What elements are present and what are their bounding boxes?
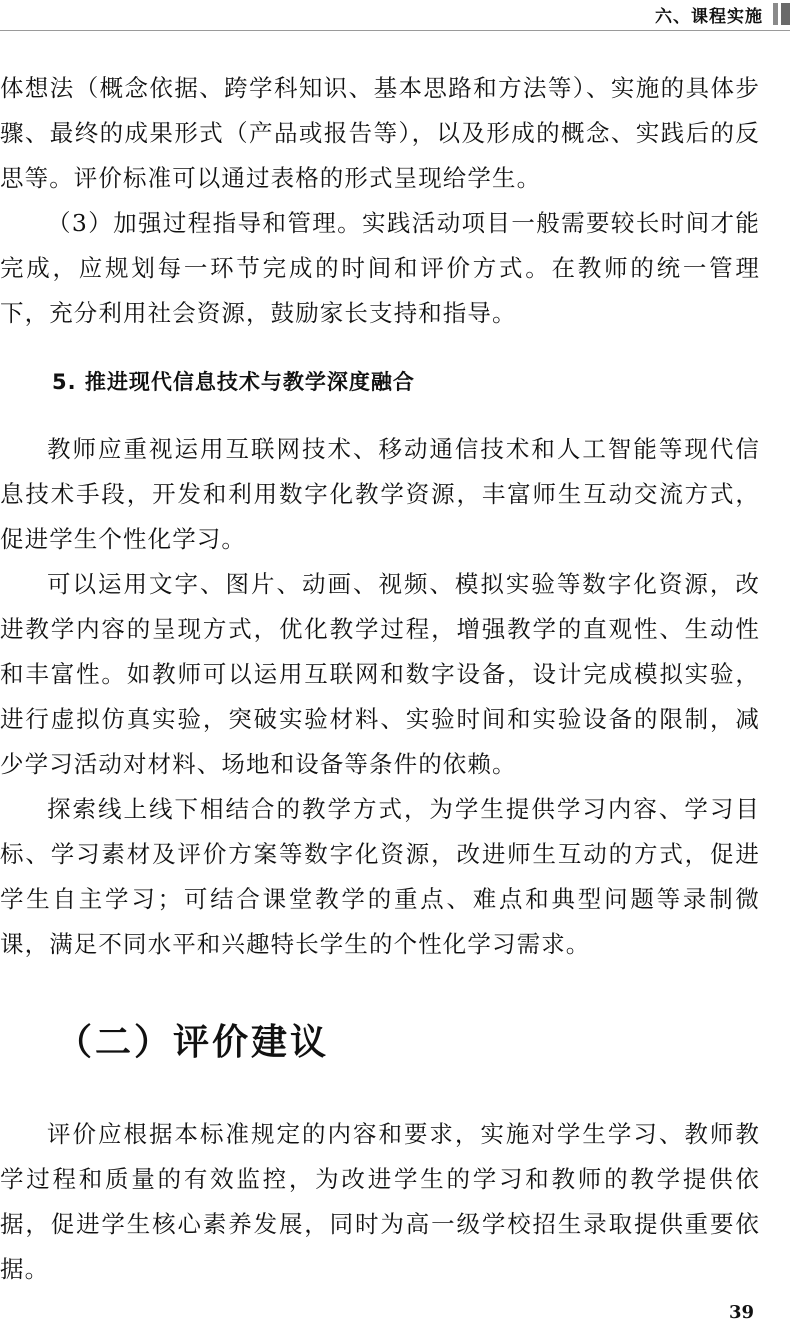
paragraph-digital-resources: 可以运用文字、图片、动画、视频、模拟实验等数字化资源，改进教学内容的呈现方式，优化教学过程，增强教学的直观性、生动性和丰富性。如教师可以运用互联网和数字设备，设计完成模拟实验，进行虚拟仿真实验，突破实验材料、实验时间和实验设备的限制，减少学习活动对材料、场地和设备等条件的依赖。 <box>0 570 760 778</box>
subsection-heading: 5. 推进现代信息技术与教学深度融合 <box>52 370 415 394</box>
header-decoration-bars <box>773 3 790 25</box>
paragraph-process-guidance: （3）加强过程指导和管理。实践活动项目一般需要较长时间才能完成，应规划每一环节完成的时间和评价方式。在教师的统一管理下，充分利用社会资源，鼓励家长支持和指导。 <box>0 209 760 327</box>
paragraph-blended-learning: 探索线上线下相结合的教学方式，为学生提供学习内容、学习目标、学习素材及评价方案等数字化资源，改进师生互动的方式，促进学生自主学习；可结合课堂教学的重点、难点和典型问题等录制微课，满足不同水平和兴趣特长学生的个性化学习需求。 <box>0 795 760 958</box>
paragraph-evaluation: 评价应根据本标准规定的内容和要求，实施对学生学习、教师教学过程和质量的有效监控，为改进学生的学习和教师的教学提供依据，促进学生核心素养发展，同时为高一级学校招生录取提供重要依据。 <box>0 1120 760 1283</box>
paragraph-continued: 体想法（概念依据、跨学科知识、基本思路和方法等）、实施的具体步骤、最终的成果形式（产品或报告等），以及形成的概念、实践后的反思等。评价标准可以通过表格的形式呈现给学生。 <box>0 74 760 192</box>
chapter-title: 六、课程实施 <box>655 6 763 27</box>
section-heading: （二）评价建议 <box>56 1021 330 1063</box>
page-body <box>0 66 760 1292</box>
header-bar-thick <box>781 3 790 25</box>
header-bar-thin <box>773 3 778 25</box>
running-header <box>655 0 790 28</box>
paragraph-info-tech: 教师应重视运用互联网技术、移动通信技术和人工智能等现代信息技术手段，开发和利用数字化教学资源，丰富师生互动交流方式，促进学生个性化学习。 <box>0 435 760 553</box>
header-divider <box>0 30 790 31</box>
page-number: 39 <box>728 1302 754 1323</box>
